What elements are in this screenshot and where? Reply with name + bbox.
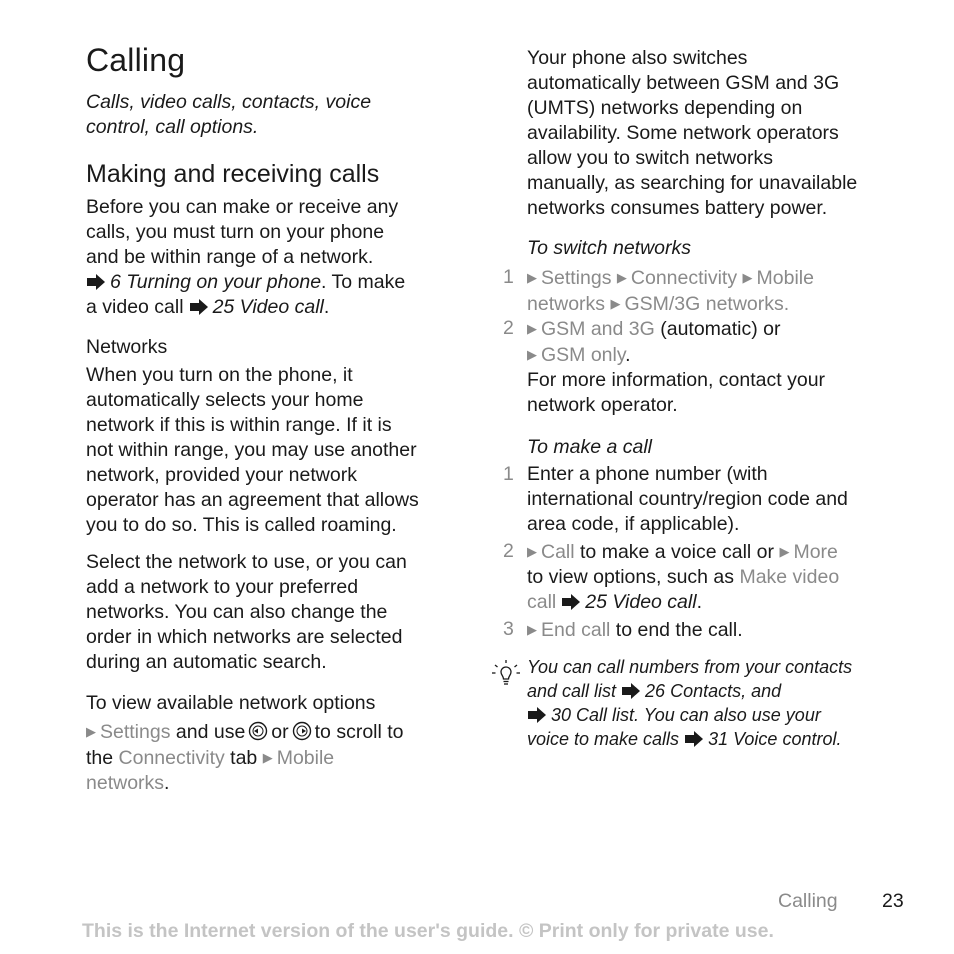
text-fragment: and call list xyxy=(527,681,617,701)
menu-arrow-icon: ▶ xyxy=(527,622,537,637)
text-line xyxy=(527,342,913,368)
tip-note xyxy=(527,655,922,751)
text-line: Your phone also switches xyxy=(527,47,748,69)
text-line xyxy=(86,270,466,295)
menu-make-video-call[interactable]: call xyxy=(527,591,557,613)
page-title: Calling xyxy=(86,42,186,78)
text-fragment: . xyxy=(323,296,330,318)
switch-step-1 xyxy=(503,265,913,317)
menu-arrow-icon: ▶ xyxy=(779,544,790,559)
menu-networks[interactable]: networks xyxy=(527,293,606,315)
intro-paragraph xyxy=(86,195,466,320)
text-fragment: . xyxy=(696,591,702,613)
text-line: area code, if applicable). xyxy=(527,513,740,535)
text-line xyxy=(86,745,471,771)
menu-call[interactable]: Call xyxy=(541,541,575,563)
subtitle-line: control, call options. xyxy=(86,116,259,138)
text-line: availability. Some network operators xyxy=(527,122,839,144)
step-text xyxy=(527,316,913,368)
menu-mobile[interactable]: Mobile xyxy=(756,267,814,289)
text-line: allow you to switch networks xyxy=(527,147,774,169)
text-line: network, provided your network xyxy=(86,464,357,486)
networks-paragraph xyxy=(86,363,471,538)
text-line xyxy=(527,703,922,727)
ref-link-voice-control[interactable]: 31 Voice control. xyxy=(708,729,842,749)
text-line: order in which networks are selected xyxy=(86,626,403,648)
text-line xyxy=(527,291,913,317)
menu-end-call[interactable]: End call xyxy=(541,619,611,641)
ref-link-turning-on[interactable]: 6 Turning on your phone xyxy=(110,271,322,293)
text-fragment: and use xyxy=(175,721,246,743)
menu-settings[interactable]: Settings xyxy=(541,267,612,289)
option-gsm-only[interactable]: GSM only xyxy=(541,344,626,366)
menu-arrow-icon: ▶ xyxy=(742,270,753,285)
text-fragment: to view options, such as xyxy=(527,566,735,588)
text-line xyxy=(527,316,913,342)
text-line: during an automatic search. xyxy=(86,651,327,673)
text-line: international country/region code and xyxy=(527,488,848,510)
menu-arrow-icon: ▶ xyxy=(527,270,537,285)
step-number: 1 xyxy=(503,463,514,485)
text-line xyxy=(86,719,471,745)
ref-arrow-icon xyxy=(190,299,208,315)
call-step-2 xyxy=(503,539,913,615)
select-network-paragraph xyxy=(86,550,471,675)
switch-networks-heading: To switch networks xyxy=(527,237,692,259)
menu-gsm-3g-networks[interactable]: GSM/3G networks. xyxy=(624,293,790,315)
menu-arrow-icon: ▶ xyxy=(527,544,537,559)
step-number: 2 xyxy=(503,540,514,562)
ref-link-contacts[interactable]: 26 Contacts, and xyxy=(645,681,782,701)
menu-connectivity[interactable]: Connectivity xyxy=(630,267,738,289)
switch-step-2 xyxy=(503,316,913,368)
page-subtitle xyxy=(86,90,371,140)
make-call-heading: To make a call xyxy=(527,436,653,458)
text-line: network operator. xyxy=(527,394,678,416)
menu-arrow-icon: ▶ xyxy=(86,724,96,739)
ref-arrow-icon xyxy=(87,274,105,290)
text-fragment: (automatic) or xyxy=(660,318,781,340)
text-line: For more information, contact your xyxy=(527,369,826,391)
nav-key-left-icon xyxy=(248,721,268,741)
text-line: Select the network to use, or you can xyxy=(86,551,407,573)
menu-arrow-icon: ▶ xyxy=(527,347,537,362)
text-line: networks. You can also change the xyxy=(86,601,388,623)
step-number: 3 xyxy=(503,618,514,640)
view-options-heading: To view available network options xyxy=(86,692,376,714)
text-line xyxy=(527,590,913,615)
step-number: 2 xyxy=(503,317,514,339)
text-line: not within range, you may use another xyxy=(86,439,417,461)
text-fragment: the xyxy=(86,747,114,769)
view-options-instructions xyxy=(86,719,471,796)
text-fragment: voice to make calls xyxy=(527,729,680,749)
menu-arrow-icon: ▶ xyxy=(610,296,621,311)
subtitle-line: Calls, video calls, contacts, voice xyxy=(86,91,372,113)
text-fragment: or xyxy=(271,721,289,743)
text-fragment: tab xyxy=(230,747,258,769)
text-line: operator has an agreement that allows xyxy=(86,489,419,511)
text-line: Before you can make or receive any xyxy=(86,196,399,218)
menu-make-video-call[interactable]: Make video xyxy=(739,566,840,588)
text-line xyxy=(527,265,913,291)
text-line: (UMTS) networks depending on xyxy=(527,97,803,119)
text-line xyxy=(86,771,471,796)
more-info-paragraph xyxy=(527,368,825,418)
text-line: When you turn on the phone, it xyxy=(86,364,353,386)
ref-link-video-call[interactable]: 25 Video call xyxy=(212,296,324,318)
ref-arrow-icon xyxy=(528,707,546,723)
ref-arrow-icon xyxy=(562,594,580,610)
tip-lightbulb-icon xyxy=(489,658,523,692)
text-line xyxy=(527,679,922,703)
menu-arrow-icon: ▶ xyxy=(262,750,273,765)
text-line: Enter a phone number (with xyxy=(527,463,768,485)
text-fragment: . xyxy=(625,344,631,366)
menu-mobile[interactable]: Mobile xyxy=(276,747,335,769)
menu-settings[interactable]: Settings xyxy=(100,721,171,743)
text-line: automatically between GSM and 3G xyxy=(527,72,840,94)
step-text xyxy=(527,539,913,615)
text-fragment: . To make xyxy=(321,271,406,293)
text-fragment: to make a voice call or xyxy=(580,541,775,563)
networks-heading: Networks xyxy=(86,336,168,358)
text-line xyxy=(527,565,913,590)
ref-arrow-icon xyxy=(622,683,640,699)
ref-arrow-icon xyxy=(685,731,703,747)
step-text xyxy=(527,265,913,317)
text-line xyxy=(527,539,913,565)
text-fragment: a video call xyxy=(86,296,184,318)
text-line xyxy=(86,295,466,320)
option-gsm-and-3g[interactable]: GSM and 3G xyxy=(541,318,655,340)
page-number: 23 xyxy=(882,890,904,912)
text-fragment: to scroll to xyxy=(314,721,404,743)
menu-arrow-icon: ▶ xyxy=(527,321,537,336)
text-line: networks consumes battery power. xyxy=(527,197,828,219)
text-line: and be within range of a network. xyxy=(86,246,374,268)
call-step-3 xyxy=(503,617,913,643)
section-heading: Making and receiving calls xyxy=(86,160,380,188)
menu-networks[interactable]: networks xyxy=(86,772,165,794)
text-line: network if this is within range. If it is xyxy=(86,414,392,436)
nav-key-right-icon xyxy=(292,721,312,741)
text-fragment: to end the call. xyxy=(615,619,743,641)
step-text xyxy=(527,462,913,537)
text-line: automatically selects your home xyxy=(86,389,364,411)
switching-paragraph xyxy=(527,46,917,221)
text-line xyxy=(527,727,922,751)
text-line: calls, you must turn on your phone xyxy=(86,221,385,243)
call-step-1 xyxy=(503,462,913,537)
text-line: You can call numbers from your contacts xyxy=(527,657,853,677)
menu-more[interactable]: More xyxy=(793,541,838,563)
footer-section-name: Calling xyxy=(778,890,838,912)
ref-link-call-list[interactable]: 30 Call list. You can also use your xyxy=(551,705,821,725)
text-line xyxy=(527,617,913,643)
text-line: add a network to your preferred xyxy=(86,576,359,598)
text-fragment: . xyxy=(164,772,170,794)
text-line: manually, as searching for unavailable xyxy=(527,172,858,194)
step-number: 1 xyxy=(503,266,514,288)
menu-connectivity[interactable]: Connectivity xyxy=(118,747,225,769)
text-line: you to do so. This is called roaming. xyxy=(86,514,397,536)
step-text xyxy=(527,617,913,643)
footer-disclaimer: This is the Internet version of the user's guide. © Print only for private use. xyxy=(82,920,774,942)
ref-link-video-call[interactable]: 25 Video call xyxy=(585,591,697,613)
menu-arrow-icon: ▶ xyxy=(616,270,627,285)
